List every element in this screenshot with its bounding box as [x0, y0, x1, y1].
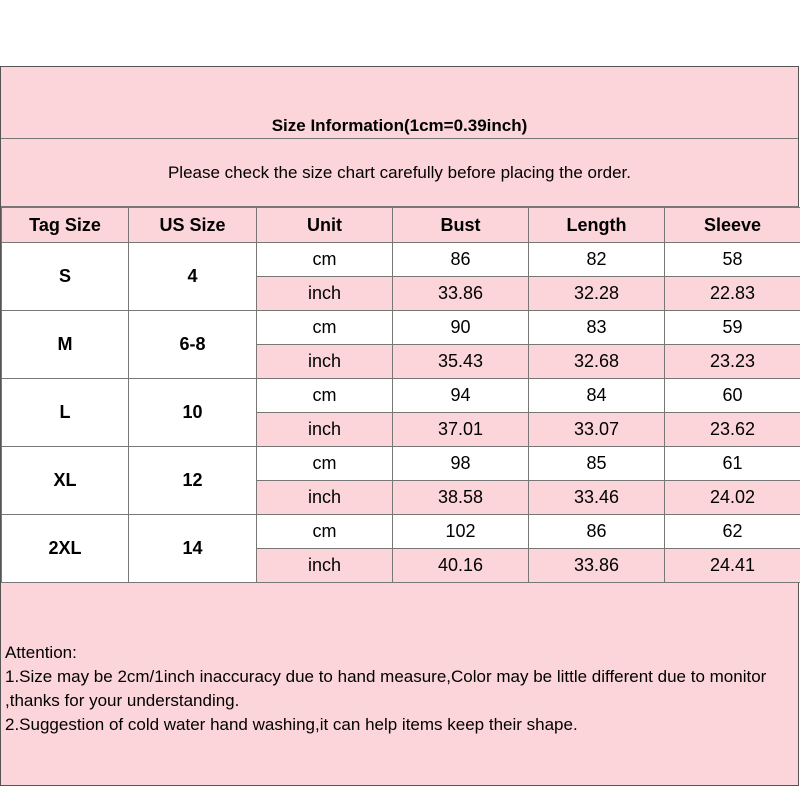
attention-notes — [5, 641, 795, 737]
tag-size-cell: L — [2, 379, 129, 447]
length-cell: 33.46 — [529, 481, 665, 515]
length-cell: 33.86 — [529, 549, 665, 583]
bust-cell: 38.58 — [393, 481, 529, 515]
unit-cell: inch — [257, 481, 393, 515]
chart-title: Size Information(1cm=0.39inch) — [1, 67, 798, 139]
table-row — [2, 515, 800, 549]
bust-cell: 40.16 — [393, 549, 529, 583]
sleeve-cell: 60 — [665, 379, 800, 413]
sleeve-cell: 58 — [665, 243, 800, 277]
table-row — [2, 379, 800, 413]
tag-size-cell: M — [2, 311, 129, 379]
column-header: Tag Size — [2, 208, 129, 243]
unit-cell: inch — [257, 277, 393, 311]
bust-cell: 86 — [393, 243, 529, 277]
column-header: US Size — [129, 208, 257, 243]
tag-size-cell: 2XL — [2, 515, 129, 583]
bust-cell: 98 — [393, 447, 529, 481]
length-cell: 85 — [529, 447, 665, 481]
length-cell: 32.28 — [529, 277, 665, 311]
length-cell: 86 — [529, 515, 665, 549]
unit-cell: cm — [257, 515, 393, 549]
us-size-cell: 14 — [129, 515, 257, 583]
table-row — [2, 243, 800, 277]
bust-cell: 33.86 — [393, 277, 529, 311]
size-table — [1, 207, 800, 583]
unit-cell: cm — [257, 379, 393, 413]
unit-cell: inch — [257, 345, 393, 379]
us-size-cell: 10 — [129, 379, 257, 447]
attention-line: 2.Suggestion of cold water hand washing,it can help items keep their shape. — [5, 715, 578, 734]
column-header: Bust — [393, 208, 529, 243]
column-header: Length — [529, 208, 665, 243]
length-cell: 33.07 — [529, 413, 665, 447]
sleeve-cell: 23.23 — [665, 345, 800, 379]
length-cell: 83 — [529, 311, 665, 345]
us-size-cell: 6-8 — [129, 311, 257, 379]
length-cell: 32.68 — [529, 345, 665, 379]
bust-cell: 102 — [393, 515, 529, 549]
tag-size-cell: XL — [2, 447, 129, 515]
column-header: Unit — [257, 208, 393, 243]
unit-cell: cm — [257, 311, 393, 345]
unit-cell: cm — [257, 447, 393, 481]
bust-cell: 37.01 — [393, 413, 529, 447]
attention-heading: Attention: — [5, 643, 77, 662]
sleeve-cell: 59 — [665, 311, 800, 345]
unit-cell: cm — [257, 243, 393, 277]
length-cell: 82 — [529, 243, 665, 277]
sleeve-cell: 61 — [665, 447, 800, 481]
unit-cell: inch — [257, 413, 393, 447]
bust-cell: 90 — [393, 311, 529, 345]
length-cell: 84 — [529, 379, 665, 413]
sleeve-cell: 62 — [665, 515, 800, 549]
sleeve-cell: 22.83 — [665, 277, 800, 311]
tag-size-cell: S — [2, 243, 129, 311]
bust-cell: 35.43 — [393, 345, 529, 379]
us-size-cell: 4 — [129, 243, 257, 311]
sleeve-cell: 24.41 — [665, 549, 800, 583]
bust-cell: 94 — [393, 379, 529, 413]
unit-cell: inch — [257, 549, 393, 583]
us-size-cell: 12 — [129, 447, 257, 515]
sleeve-cell: 23.62 — [665, 413, 800, 447]
table-header-row — [2, 208, 800, 243]
column-header: Sleeve — [665, 208, 800, 243]
attention-line: 1.Size may be 2cm/1inch inaccuracy due to hand measure,Color may be little different due to monitor ,thanks for your understanding. — [5, 667, 767, 710]
table-row — [2, 311, 800, 345]
chart-notice: Please check the size chart carefully before placing the order. — [1, 139, 798, 207]
table-row — [2, 447, 800, 481]
sleeve-cell: 24.02 — [665, 481, 800, 515]
size-chart — [0, 66, 799, 786]
